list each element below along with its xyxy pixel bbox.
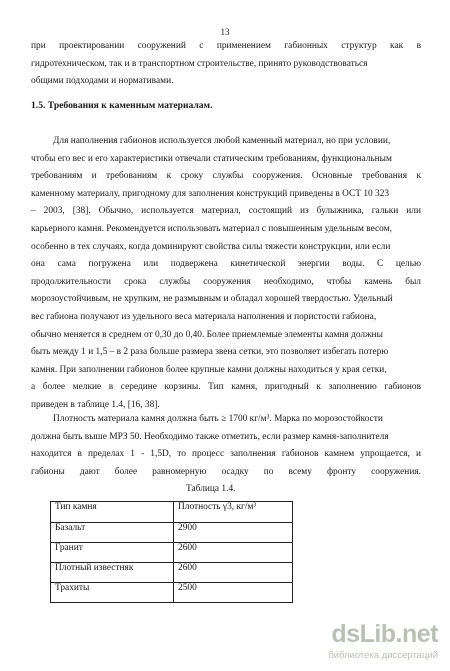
text-line: Для наполнения габионов используется любой каменный материал, но при условии,: [53, 136, 391, 146]
text-line: приведен в таблице 1.4, [16, 38].: [31, 399, 160, 410]
text-line: карьерного камня. Рекомендуется использовать материал с повышенным удельным весом,: [31, 223, 392, 234]
stone-density-table: [50, 501, 293, 603]
table-cell: 2500: [174, 583, 293, 603]
table-cell: Трахиты: [51, 583, 174, 603]
text-line: особенно в тех случаях, когда доминируют свойства силы тяжести конструкции, или если: [31, 241, 391, 252]
text-line: чтобы его вес и его характеристики отвечали статическим требованиям, функциональным: [31, 153, 392, 164]
table-header-row: [51, 502, 293, 523]
text-line: а более мелкие в середине корзины. Тип камня, пригодный к заполнению габионов: [31, 382, 421, 393]
text-line: габионы дают более равномерную осадку по всему фронту сооружения.: [31, 466, 421, 477]
paragraph-1: [31, 133, 421, 415]
text-line: быть между 1 и 1,5 – в 2 раза больше размера звена сетки, это позволяет избегать потерю: [31, 347, 389, 358]
text-line: Плотность материала камня должна быть ≥ 1700 кг/м³. Марка по морозостойкости: [53, 414, 383, 424]
watermark-subtitle: библиотека диссертаций: [328, 650, 438, 661]
page-number: 13: [220, 27, 230, 37]
text-line: камня. При заполнении габионов более крупные камни должны находиться у края сетки,: [31, 364, 387, 375]
table-row: [51, 543, 293, 563]
text-line: при проектировании сооружений с применением габионных структур как в: [31, 41, 421, 51]
paragraph-2: [31, 411, 421, 481]
table-cell: Гранит: [51, 543, 174, 563]
table-cell: 2600: [174, 543, 293, 563]
table-caption: Таблица 1.4.: [186, 484, 236, 494]
section-heading: 1.5. Требования к каменным материалам.: [31, 100, 213, 111]
table-row: [51, 523, 293, 543]
table-row: [51, 563, 293, 583]
text-line: обычно меняется в среднем от 0,30 до 0,40. Более приемлемые элементы камня должны: [31, 329, 383, 340]
text-line: общими подходами и нормативами.: [31, 76, 174, 87]
text-line: – 2003, [38]. Обычно, используется материал, состоящий из булыжника, гальки или: [31, 206, 421, 217]
table-row: [51, 583, 293, 603]
text-line: требованиям и требованиям к сроку службы сооружения. Основные требования к: [31, 171, 421, 182]
text-line: каменному материалу, пригодному для заполнения конструкций приведены в ОСТ 10 323: [31, 188, 390, 199]
text-line: морозоустойчивым, не хрупким, не размывным и обладал хорошей твердостью. Удельный: [31, 294, 393, 305]
text-line: должна быть выше МРЗ 50. Необходимо также отметить, если размер камня-заполнителя: [31, 431, 389, 442]
table-cell: 2900: [174, 523, 293, 543]
text-line: вес габиона получают из удельного веса материала наполнения и пористости габиона,: [31, 311, 377, 322]
table-cell: Плотный известняк: [51, 563, 174, 583]
text-line: находится в пределах 1 - 1,5D, то процесс заполнения габионов камнем упрощается, и: [31, 449, 421, 460]
watermark-logo: dsLib.net: [331, 620, 438, 648]
text-line: она сама погружена или подвержена кинетической энергии воды. С целью: [31, 259, 421, 270]
text-line: продолжительности срока службы сооружения необходимо, чтобы камень был: [31, 276, 421, 287]
table-cell: 2600: [174, 563, 293, 583]
table-header-cell: Плотность γ3, кг/м³: [174, 502, 293, 523]
watermark: [306, 620, 438, 664]
text-line: гидротехническом, так и в транспортном строительстве, принято руководствоваться: [31, 58, 368, 69]
table-header-cell: Тип камня: [51, 502, 174, 523]
table-cell: Базальт: [51, 523, 174, 543]
intro-paragraph: [31, 38, 421, 91]
